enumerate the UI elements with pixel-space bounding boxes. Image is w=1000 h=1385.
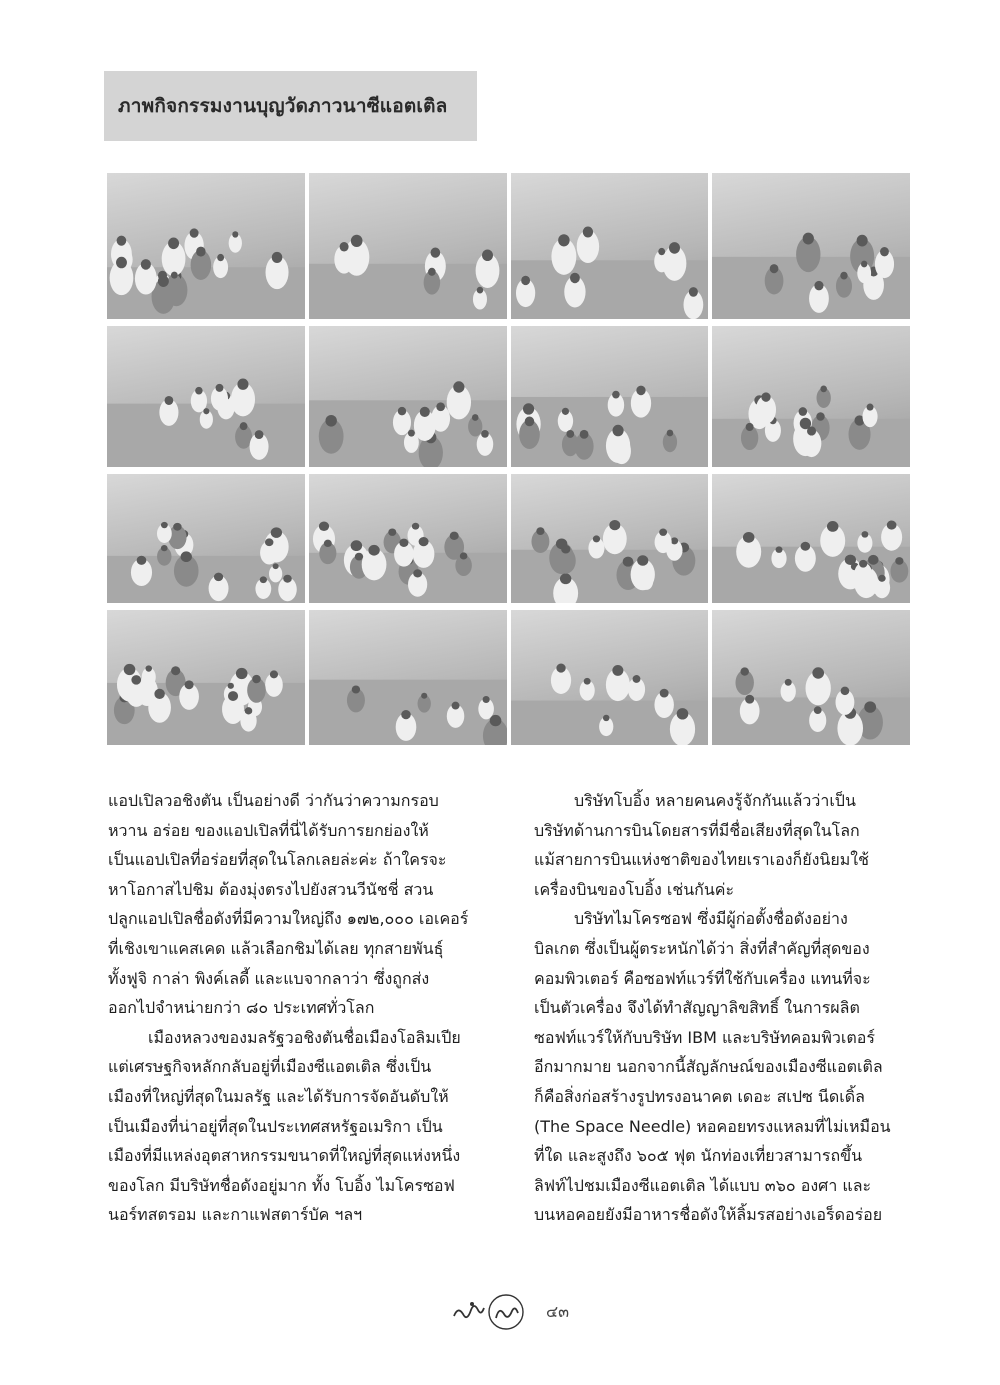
text-line: ก็คือสิ่งก่อสร้างรูปทรงอนาคต เดอะ สเปซ นีดเดิ้ล bbox=[534, 1086, 865, 1106]
text-line: บริษัทไมโครซอฟ ซึ่งมีผู้ก่อตั้งชื่อดังอย่าง bbox=[574, 909, 848, 929]
page-number: ๔๓ bbox=[546, 1301, 570, 1321]
text-line: แอปเปิลวอชิงตัน เป็นอย่างดี ว่ากันว่าความกรอบ bbox=[108, 791, 439, 810]
photo-scene bbox=[511, 610, 708, 745]
photo-scene bbox=[712, 173, 910, 319]
text-line: ลิฟท์ไปชมเมืองซีแอตเติล ได้แบบ ๓๖๐ องศา และ bbox=[534, 1175, 872, 1195]
text-line: ออกไปจำหน่ายกว่า ๘๐ ประเทศทั่วโลก bbox=[108, 998, 375, 1018]
text-line: เป็นตัวเครื่อง จึงได้ทำสัญญาลิขสิทธิ์ ในการผลิต bbox=[534, 998, 860, 1018]
photo-scene bbox=[107, 610, 305, 745]
photo-scene bbox=[712, 474, 910, 603]
photo-shrine-altar bbox=[107, 173, 305, 319]
photo-alms-giving-procession bbox=[309, 474, 507, 603]
text-line: นอร์ทสตรอม และกาแฟสตาร์บัค ฯลฯ bbox=[108, 1205, 363, 1225]
photo-seated-meditation-room bbox=[712, 326, 910, 467]
photo-monk-seated-closeup bbox=[107, 326, 305, 467]
photo-scene bbox=[511, 326, 708, 467]
photo-meditation-hall-wide bbox=[712, 610, 910, 745]
text-line: เมืองหลวงของมลรัฐวอชิงตันชื่อเมืองโอลิมเปีย bbox=[148, 1027, 461, 1047]
page-title: ภาพกิจกรรมงานบุญวัดภาวนาซีแอตเติล bbox=[118, 95, 448, 117]
text-line: บริษัทด้านการบินโดยสารที่มีชื่อเสียงที่สุดในโลก bbox=[534, 820, 860, 840]
photo-chanting-group bbox=[107, 610, 305, 745]
right-column bbox=[534, 786, 910, 1230]
text-line: ปลูกแอปเปิลชื่อดังที่มีความใหญ่ถึง ๑๗๒,๐๐๐ เอเคอร์ bbox=[108, 909, 469, 929]
photo-scene bbox=[107, 326, 305, 467]
text-line: หวาน อร่อย ของแอปเปิลที่นี่ได้รับการยกย่องให้ bbox=[108, 820, 429, 840]
photo-scene bbox=[712, 326, 910, 467]
text-line: แต่เศรษฐกิจหลักกลับอยู่ที่เมืองซีแอตเติล ซึ่งเป็น bbox=[108, 1057, 432, 1077]
photo-grid bbox=[107, 173, 910, 746]
photo-crowded-hall-seated bbox=[309, 610, 507, 745]
text-line: เป็นเมืองที่น่าอยู่ที่สุดในประเทศสหรัฐอเมริกา เป็น bbox=[108, 1116, 443, 1136]
text-line: ทั้งฟูจิ กาล่า พิงค์เลดี้ และแบจากลาว่า ซึ่งถูกส่ง bbox=[108, 968, 430, 988]
text-line: บนหอคอยยังมีอาหารชื่อดังให้ลิ้มรสอย่างเอร็ดอร่อย bbox=[534, 1205, 883, 1225]
photo-assembly-seated-white bbox=[309, 326, 507, 467]
text-line: บริษัทโบอิ้ง หลายคนคงรู้จักกันแล้วว่าเป็น bbox=[574, 791, 856, 810]
text-line: (The Space Needle) หอคอยทรงแหลมที่ไม่เหมือน bbox=[534, 1116, 891, 1136]
header-banner bbox=[104, 71, 477, 141]
photo-scene bbox=[107, 173, 305, 319]
photo-group-white-robes-standing bbox=[712, 173, 910, 319]
photo-scene bbox=[309, 474, 507, 603]
photo-alms-bowl-offering bbox=[511, 474, 708, 603]
text-line: คอมพิวเตอร์ คือซอฟท์แวร์ที่ใช้กับเครื่อง แทนที่จะ bbox=[534, 968, 871, 988]
text-line: เครื่องบินของโบอิ้ง เช่นกันค่ะ bbox=[534, 879, 735, 899]
text-line: เมืองที่ใหญ่ที่สุดในมลรัฐ และได้รับการจัดอันดับให้ bbox=[108, 1086, 449, 1106]
page-footer bbox=[448, 1292, 569, 1332]
text-line: หาโอกาสไปชิม ต้องมุ่งตรงไปยังสวนวีนัชชี่ สวน bbox=[108, 879, 434, 899]
text-line: ที่เชิงเขาแคสเคด แล้วเลือกชิมได้เลย ทุกสายพันธุ์ bbox=[108, 938, 444, 958]
photo-monk-offerings-table bbox=[511, 173, 708, 319]
photo-scene bbox=[107, 474, 305, 603]
left-column bbox=[108, 786, 488, 1230]
text-line: แม้สายการบินแห่งชาติของไทยเราเองก็ยังนิยมใช้ bbox=[534, 850, 869, 870]
text-line: ซอฟท์แวร์ให้กับบริษัท IBM และบริษัทคอมพิวเตอร์ bbox=[534, 1027, 875, 1047]
photo-scene bbox=[511, 173, 708, 319]
photo-hall-floor-seated bbox=[511, 610, 708, 745]
photo-scene bbox=[309, 326, 507, 467]
photo-group-with-banner bbox=[712, 474, 910, 603]
photo-lakeside-group-outdoor bbox=[107, 474, 305, 603]
magazine-logo bbox=[448, 1292, 540, 1332]
photo-scene bbox=[309, 610, 507, 745]
paragraph-apples bbox=[108, 786, 488, 1023]
photo-hall-with-aisle bbox=[511, 326, 708, 467]
photo-scene bbox=[712, 610, 910, 745]
photo-scene bbox=[511, 474, 708, 603]
text-line: เป็นแอปเปิลที่อร่อยที่สุดในโลกเลยล่ะค่ะ ถ้าใครจะ bbox=[108, 850, 447, 870]
text-line: เมืองที่มีแหล่งอุตสาหกรรมขนาดที่ใหญ่ที่สุดแห่งหนึ่ง bbox=[108, 1146, 461, 1166]
text-line: บิลเกต ซึ่งเป็นผู้ตระหนักได้ว่า สิ่งที่สำคัญที่สุดของ bbox=[534, 938, 870, 958]
text-line: ที่ใด และสูงถึง ๖๐๕ ฟุต นักท่องเที่ยวสามารถขึ้น bbox=[534, 1146, 863, 1166]
text-line: อีกมากมาย นอกจากนี้สัญลักษณ์ของเมืองซีแอตเติล bbox=[534, 1057, 883, 1077]
paragraph-olympia-seattle bbox=[108, 1023, 488, 1230]
photo-monks-seated-table bbox=[309, 173, 507, 319]
photo-scene bbox=[309, 173, 507, 319]
paragraph-boeing bbox=[534, 786, 910, 904]
text-line: ของโลก มีบริษัทชื่อดังอยู่มาก ทั้ง โบอิ้ง ไมโครซอฟ bbox=[108, 1175, 455, 1195]
paragraph-microsoft bbox=[534, 904, 910, 1230]
